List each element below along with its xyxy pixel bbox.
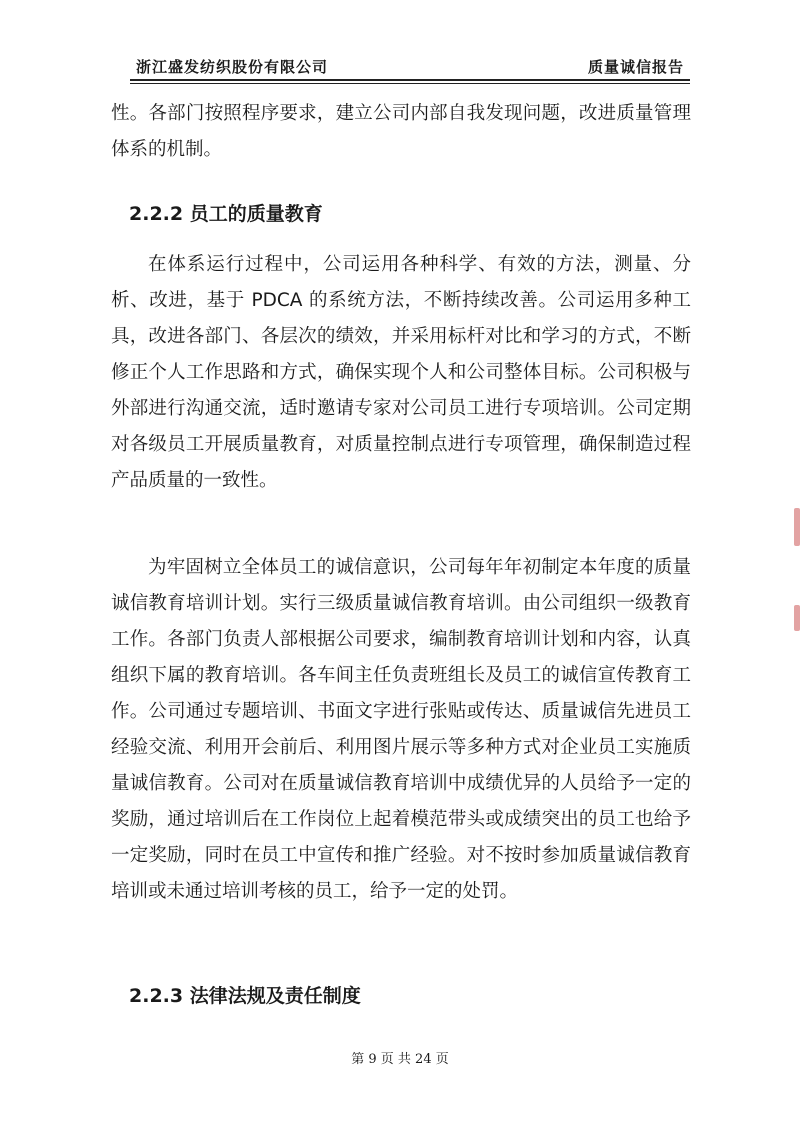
paragraph-continuation: 性。各部门按照程序要求，建立公司内部自我发现问题，改进质量管理体系的机制。 xyxy=(111,103,691,160)
page-number: 第 9 页 共 24 页 xyxy=(351,1052,449,1067)
seal-edge-mark xyxy=(794,508,800,546)
section-heading-2-2-3: 2.2.3 法律法规及责任制度 xyxy=(129,985,361,1007)
header-rule-thin xyxy=(130,83,690,84)
paragraph-quality-methods: 在体系运行过程中，公司运用各种科学、有效的方法，测量、分析、改进，基于 PDCA 的系统方法，不断持续改善。公司运用多种工具，改进各部门、各层次的绩效，并采用标杆对比和学习的方式，不断修正个人工作思路和方式，确保实现个人和公司整体目标。公司积极与外部进行沟通交流，适时邀请专家对公司员工进行专项培训。公司定期对各级员工开展质量教育，对质量控制点进行专项管理，确保制造过程产品质量的一致性。 xyxy=(111,254,691,491)
paragraph-integrity-training: 为牢固树立全体员工的诚信意识，公司每年年初制定本年度的质量诚信教育培训计划。实行三级质量诚信教育培训。由公司组织一级教育工作。各部门负责人部根据公司要求，编制教育培训计划和内容，认真组织下属的教育培训。各车间主任负责班组长及员工的诚信宣传教育工作。公司通过专题培训、书面文字进行张贴或传达、质量诚信先进员工经验交流、利用开会前后、利用图片展示等多种方式对企业员工实施质量诚信教育。公司对在质量诚信教育培训中成绩优异的人员给予一定的奖励，通过培训后在工作岗位上起着模范带头或成绩突出的员工也给予一定奖励，同时在员工中宣传和推广经验。对不按时参加质量诚信教育培训或未通过培训考核的员工，给予一定的处罚。 xyxy=(111,557,691,902)
page-header xyxy=(130,48,690,78)
company-name: 浙江盛发纺织股份有限公司 xyxy=(136,58,329,76)
section-heading-2-2-2: 2.2.2 员工的质量教育 xyxy=(129,203,323,225)
seal-edge-mark xyxy=(794,605,800,631)
report-title: 质量诚信报告 xyxy=(587,58,684,76)
header-rule-thick xyxy=(130,79,690,81)
